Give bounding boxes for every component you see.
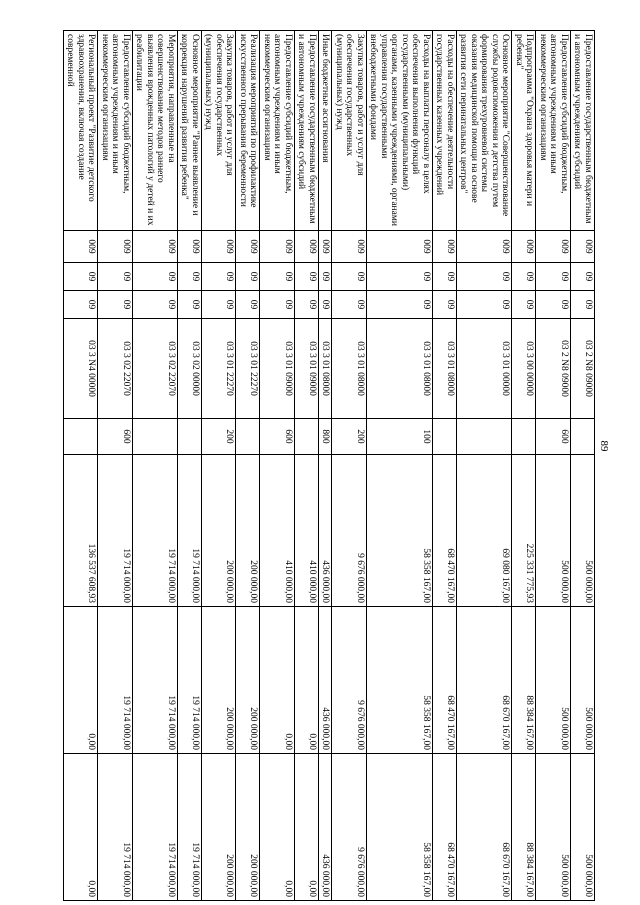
- amount-year1-cell: 136 537 608,93: [64, 455, 99, 607]
- amount-year2-cell: 500 000,00: [536, 607, 571, 754]
- section-code-cell: 09: [457, 263, 513, 291]
- section-code-cell: 09: [133, 263, 178, 291]
- amount-year3-cell: 68 670 167,00: [457, 754, 513, 901]
- target-article-cell: 03 3 01 08000: [433, 319, 457, 419]
- table-row: [236, 31, 260, 901]
- amount-year3-cell: 0,00: [64, 754, 99, 901]
- section-code-cell: 09: [236, 263, 260, 291]
- table-row: [319, 31, 333, 901]
- expense-type-cell: [571, 419, 595, 455]
- grbs-code-cell: 009: [571, 231, 595, 263]
- page-number: 89: [598, 440, 610, 452]
- amount-year3-cell: 68 470 167,00: [433, 754, 457, 901]
- target-article-cell: 03 3 01 08000: [367, 319, 433, 419]
- amount-year1-cell: 410 000,00: [260, 455, 295, 607]
- grbs-code-cell: 009: [433, 231, 457, 263]
- section-code-cell: 09: [332, 263, 367, 291]
- row-name-cell: Иные бюджетные ассигнования: [319, 31, 333, 231]
- amount-year2-cell: 68 470 167,00: [433, 607, 457, 754]
- target-article-cell: 03 3 01 08000: [319, 319, 333, 419]
- grbs-code-cell: 009: [202, 231, 237, 263]
- amount-year1-cell: 68 470 167,00: [433, 455, 457, 607]
- subsection-code-cell: 09: [202, 291, 237, 319]
- expense-type-cell: [64, 419, 99, 455]
- amount-year2-cell: 19 714 000,00: [98, 607, 133, 754]
- amount-year2-cell: 19 714 000,00: [133, 607, 178, 754]
- amount-year2-cell: 9 676 000,00: [332, 607, 367, 754]
- expense-type-cell: [133, 419, 178, 455]
- grbs-code-cell: 009: [536, 231, 571, 263]
- subsection-code-cell: 09: [332, 291, 367, 319]
- table-row: [433, 31, 457, 901]
- expense-type-cell: 600: [260, 419, 295, 455]
- amount-year2-cell: 19 714 000,00: [178, 607, 202, 754]
- target-article-cell: 03 3 02 00000: [178, 319, 202, 419]
- target-article-cell: 03 3 01 09000: [295, 319, 319, 419]
- amount-year1-cell: 58 358 167,00: [367, 455, 433, 607]
- subsection-code-cell: 09: [319, 291, 333, 319]
- table-row: [178, 31, 202, 901]
- grbs-code-cell: 009: [260, 231, 295, 263]
- subsection-code-cell: 09: [133, 291, 178, 319]
- amount-year3-cell: 19 714 000,00: [98, 754, 133, 901]
- target-article-cell: 03 3 02 22070: [133, 319, 178, 419]
- expense-type-cell: 100: [367, 419, 433, 455]
- section-code-cell: 09: [295, 263, 319, 291]
- amount-year1-cell: 200 000,00: [202, 455, 237, 607]
- amount-year2-cell: 68 670 167,00: [457, 607, 513, 754]
- amount-year1-cell: 225 331 775,93: [512, 455, 536, 607]
- table-row: [133, 31, 178, 901]
- grbs-code-cell: 009: [367, 231, 433, 263]
- section-code-cell: 09: [512, 263, 536, 291]
- amount-year3-cell: 200 000,00: [236, 754, 260, 901]
- row-name-cell: Основное мероприятие "Раннее выявление и коррекция нарушений развития ребенка": [178, 31, 202, 231]
- row-name-cell: Закупка товаров, работ и услуг для обеспечения государственных (муниципальных) нужд: [332, 31, 367, 231]
- subsection-code-cell: 09: [433, 291, 457, 319]
- row-name-cell: Предоставление государственным бюджетным и автономным учреждениям субсидий: [295, 31, 319, 231]
- section-code-cell: 09: [319, 263, 333, 291]
- subsection-code-cell: 09: [98, 291, 133, 319]
- expense-type-cell: [178, 419, 202, 455]
- amount-year1-cell: 19 714 000,00: [133, 455, 178, 607]
- subsection-code-cell: 09: [295, 291, 319, 319]
- table-row: [536, 31, 571, 901]
- row-name-cell: Расходы на обеспечение деятельности государственных казенных учреждений: [433, 31, 457, 231]
- amount-year1-cell: 200 000,00: [236, 455, 260, 607]
- amount-year1-cell: 436 000,00: [319, 455, 333, 607]
- subsection-code-cell: 09: [178, 291, 202, 319]
- section-code-cell: 09: [260, 263, 295, 291]
- amount-year2-cell: 0,00: [260, 607, 295, 754]
- amount-year3-cell: 200 000,00: [202, 754, 237, 901]
- subsection-code-cell: 09: [64, 291, 99, 319]
- expense-type-cell: 200: [332, 419, 367, 455]
- table-row: [367, 31, 433, 901]
- amount-year3-cell: 19 714 000,00: [133, 754, 178, 901]
- amount-year1-cell: 500 000,00: [536, 455, 571, 607]
- table-row: [260, 31, 295, 901]
- grbs-code-cell: 009: [295, 231, 319, 263]
- target-article-cell: 03 3 02 22070: [98, 319, 133, 419]
- expense-type-cell: [236, 419, 260, 455]
- table-row: [571, 31, 595, 901]
- expense-type-cell: [433, 419, 457, 455]
- table-row: [295, 31, 319, 901]
- table-row: [98, 31, 133, 901]
- amount-year3-cell: 500 000,00: [536, 754, 571, 901]
- grbs-code-cell: 009: [178, 231, 202, 263]
- section-code-cell: 09: [367, 263, 433, 291]
- amount-year2-cell: 58 358 167,00: [367, 607, 433, 754]
- grbs-code-cell: 009: [133, 231, 178, 263]
- row-name-cell: Предоставление субсидий бюджетным, автономным учреждениям и иным некоммерческим организациям: [98, 31, 133, 231]
- row-name-cell: Основное мероприятие "Совершенствование службы родовспоможения и детства путем формирования трехуровневой системы оказания медицинской помощи на основе развития сети перинатальных центров": [457, 31, 513, 231]
- section-code-cell: 09: [433, 263, 457, 291]
- amount-year3-cell: 9 676 000,00: [332, 754, 367, 901]
- row-name-cell: Мероприятия, направленные на совершенствование методов раннего выявления врожденных патологий у детей и их реабилитации: [133, 31, 178, 231]
- section-code-cell: 09: [571, 263, 595, 291]
- expense-type-cell: 600: [536, 419, 571, 455]
- amount-year1-cell: 410 000,00: [295, 455, 319, 607]
- row-name-cell: Предоставление субсидий бюджетным, автономным учреждениям и иным некоммерческим организациям: [536, 31, 571, 231]
- grbs-code-cell: 009: [332, 231, 367, 263]
- amount-year2-cell: 200 000,00: [202, 607, 237, 754]
- section-code-cell: 09: [98, 263, 133, 291]
- amount-year2-cell: 200 000,00: [236, 607, 260, 754]
- expense-type-cell: 800: [319, 419, 333, 455]
- table-row: [64, 31, 99, 901]
- amount-year2-cell: 0,00: [64, 607, 99, 754]
- amount-year3-cell: 88 384 167,00: [512, 754, 536, 901]
- grbs-code-cell: 009: [98, 231, 133, 263]
- subsection-code-cell: 09: [571, 291, 595, 319]
- section-code-cell: 09: [64, 263, 99, 291]
- amount-year2-cell: 500 000,00: [571, 607, 595, 754]
- target-article-cell: 03 3 01 22270: [236, 319, 260, 419]
- section-code-cell: 09: [178, 263, 202, 291]
- row-name-cell: Региональный проект "Развитие детского здравоохранения, включая создание современной: [64, 31, 99, 231]
- budget-table-wrapper: [63, 30, 595, 900]
- amount-year3-cell: 0,00: [295, 754, 319, 901]
- target-article-cell: 03 3 01 00000: [457, 319, 513, 419]
- subsection-code-cell: 09: [536, 291, 571, 319]
- grbs-code-cell: 009: [236, 231, 260, 263]
- expense-type-cell: 200: [202, 419, 237, 455]
- table-row: [332, 31, 367, 901]
- subsection-code-cell: 09: [512, 291, 536, 319]
- subsection-code-cell: 09: [367, 291, 433, 319]
- target-article-cell: 03 3 N4 00000: [64, 319, 99, 419]
- amount-year1-cell: 19 714 000,00: [98, 455, 133, 607]
- row-name-cell: Предоставление субсидий бюджетным, автономным учреждениям и иным некоммерческим организациям: [260, 31, 295, 231]
- amount-year1-cell: 500 000,00: [571, 455, 595, 607]
- target-article-cell: 03 3 00 00000: [512, 319, 536, 419]
- amount-year2-cell: 436 000,00: [319, 607, 333, 754]
- row-name-cell: Закупка товаров, работ и услуг для обеспечения государственных (муниципальных) нужд: [202, 31, 237, 231]
- grbs-code-cell: 009: [457, 231, 513, 263]
- amount-year3-cell: 19 714 000,00: [178, 754, 202, 901]
- subsection-code-cell: 09: [236, 291, 260, 319]
- amount-year1-cell: 9 676 000,00: [332, 455, 367, 607]
- budget-table: [63, 30, 595, 901]
- row-name-cell: Расходы на выплаты персоналу в целях обеспечения выполнения функций государственными (муниципальными) органами, казенными учреждениями, органами управления государственными внебюджетными фондами: [367, 31, 433, 231]
- row-name-cell: Реализация мероприятий по профилактике искусственного прерывания беременности: [236, 31, 260, 231]
- amount-year3-cell: 0,00: [260, 754, 295, 901]
- grbs-code-cell: 009: [512, 231, 536, 263]
- target-article-cell: 03 2 N8 09000: [571, 319, 595, 419]
- grbs-code-cell: 009: [319, 231, 333, 263]
- amount-year2-cell: 0,00: [295, 607, 319, 754]
- table-row: [457, 31, 513, 901]
- row-name-cell: Предоставление государственным бюджетным и автономным учреждениям субсидий: [571, 31, 595, 231]
- section-code-cell: 09: [536, 263, 571, 291]
- target-article-cell: 03 2 N8 09000: [536, 319, 571, 419]
- row-name-cell: Подпрограмма "Охрана здоровья матери и ребенка": [512, 31, 536, 231]
- amount-year3-cell: 500 000,00: [571, 754, 595, 901]
- target-article-cell: 03 3 01 09000: [260, 319, 295, 419]
- amount-year1-cell: 69 080 167,00: [457, 455, 513, 607]
- subsection-code-cell: 09: [457, 291, 513, 319]
- amount-year3-cell: 436 000,00: [319, 754, 333, 901]
- amount-year3-cell: 58 358 167,00: [367, 754, 433, 901]
- expense-type-cell: [295, 419, 319, 455]
- table-row: [202, 31, 237, 901]
- expense-type-cell: 600: [98, 419, 133, 455]
- grbs-code-cell: 009: [64, 231, 99, 263]
- subsection-code-cell: 09: [260, 291, 295, 319]
- amount-year2-cell: 88 384 167,00: [512, 607, 536, 754]
- amount-year1-cell: 19 714 000,00: [178, 455, 202, 607]
- section-code-cell: 09: [202, 263, 237, 291]
- budget-table-body: [64, 31, 595, 901]
- target-article-cell: 03 3 01 08000: [332, 319, 367, 419]
- table-row: [512, 31, 536, 901]
- expense-type-cell: [512, 419, 536, 455]
- target-article-cell: 03 3 01 22270: [202, 319, 237, 419]
- expense-type-cell: [457, 419, 513, 455]
